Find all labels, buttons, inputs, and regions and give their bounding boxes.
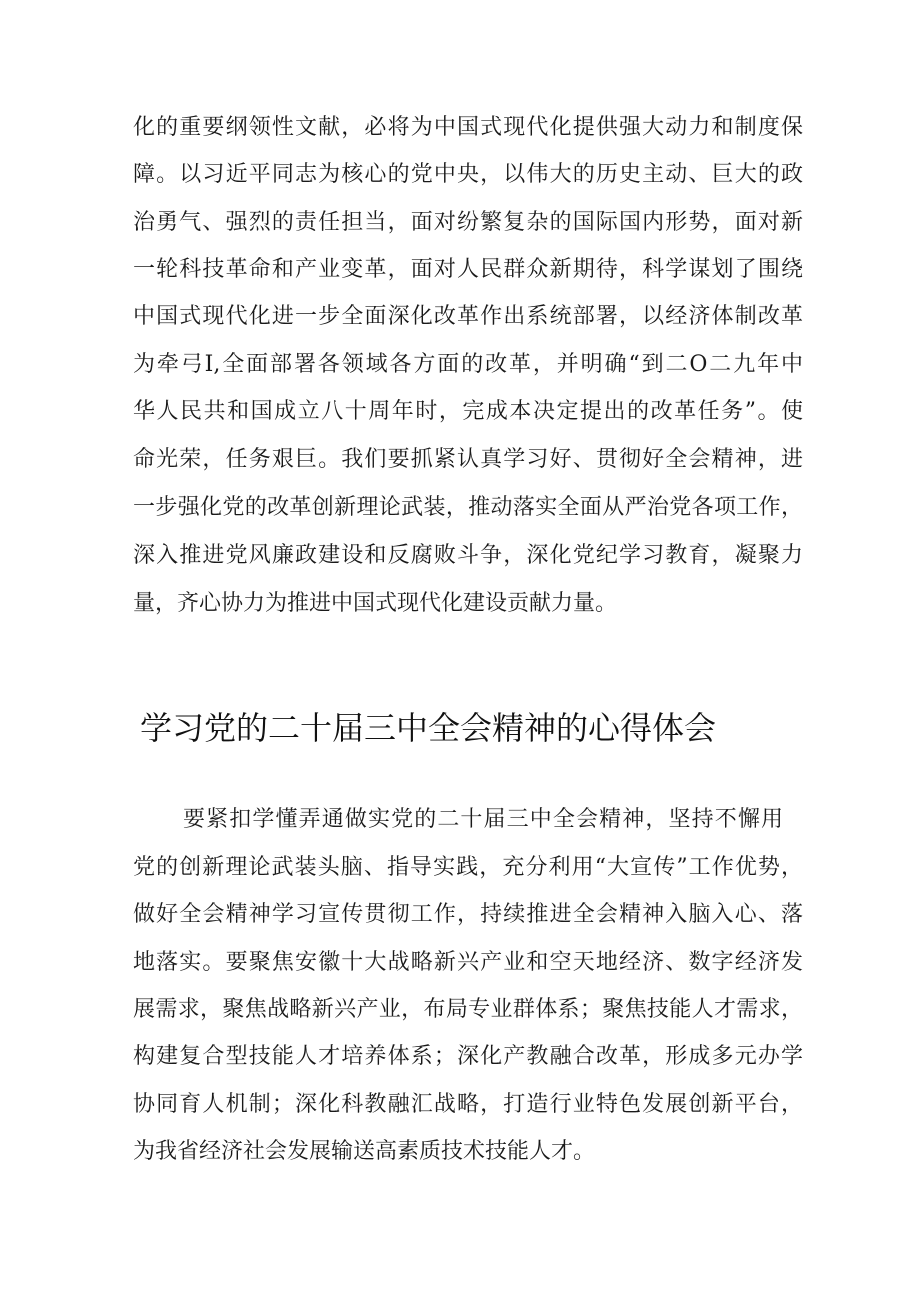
paragraph-line: 党的创新理论武装头脑、指导实践，充分利用“大宣传”工作优势， <box>133 855 803 880</box>
paragraph-line: 命光荣，任务艰巨。我们要抓紧认真学习好、贯彻好全会精神，进 <box>133 447 803 472</box>
paragraph-line: 构建复合型技能人才培养体系；深化产教融合改革，形成多元办学 <box>133 1044 803 1069</box>
paragraph-line: 一步强化党的改革创新理论武装，推动落实全面从严治党各项工作， <box>133 495 803 520</box>
paragraph-line: 中国式现代化进一步全面深化改革作出系统部署，以经济体制改革 <box>133 304 803 329</box>
paragraph-line: 一轮科技革命和产业变革，面对人民群众新期待，科学谋划了围绕 <box>133 257 803 282</box>
paragraph-line: 华人民共和国成立八十周年时，完成本决定提出的改革任务”。使 <box>133 399 803 424</box>
paragraph-line: 协同育人机制；深化科教融汇战略，打造行业特色发展创新平台， <box>133 1092 803 1117</box>
paragraph-line: 量，齐心协力为推进中国式现代化建设贡献力量。 <box>133 591 618 616</box>
section-heading: 学习党的二十届三中全会精神的心得体会 <box>140 709 717 747</box>
paragraph-line: 地落实。要聚焦安徽十大战略新兴产业和空天地经济、数字经济发 <box>133 950 803 975</box>
paragraph-line: 为我省经济社会发展输送高素质技术技能人才。 <box>133 1139 596 1164</box>
paragraph-line: 做好全会精神学习宣传贯彻工作，持续推进全会精神入脑入心、落 <box>133 902 803 927</box>
paragraph-line: 化的重要纲领性文献，必将为中国式现代化提供强大动力和制度保 <box>133 115 803 140</box>
paragraph-line: 障。以习近平同志为核心的党中央，以伟大的历史主动、巨大的政 <box>133 162 803 187</box>
paragraph-line: 展需求，聚焦战略新兴产业，布局专业群体系；聚焦技能人才需求， <box>133 997 803 1022</box>
paragraph-line: 深入推进党风廉政建设和反腐败斗争，深化党纪学习教育，凝聚力 <box>133 543 803 568</box>
paragraph-line: 为牵弓I,全面部署各领域各方面的改革，并明确“到二O二九年中 <box>133 352 803 377</box>
paragraph-line: 要紧扣学懂弄通做实党的二十届三中全会精神，坚持不懈用 <box>183 807 783 832</box>
paragraph-line: 治勇气、强烈的责任担当，面对纷繁复杂的国际国内形势，面对新 <box>133 210 803 235</box>
